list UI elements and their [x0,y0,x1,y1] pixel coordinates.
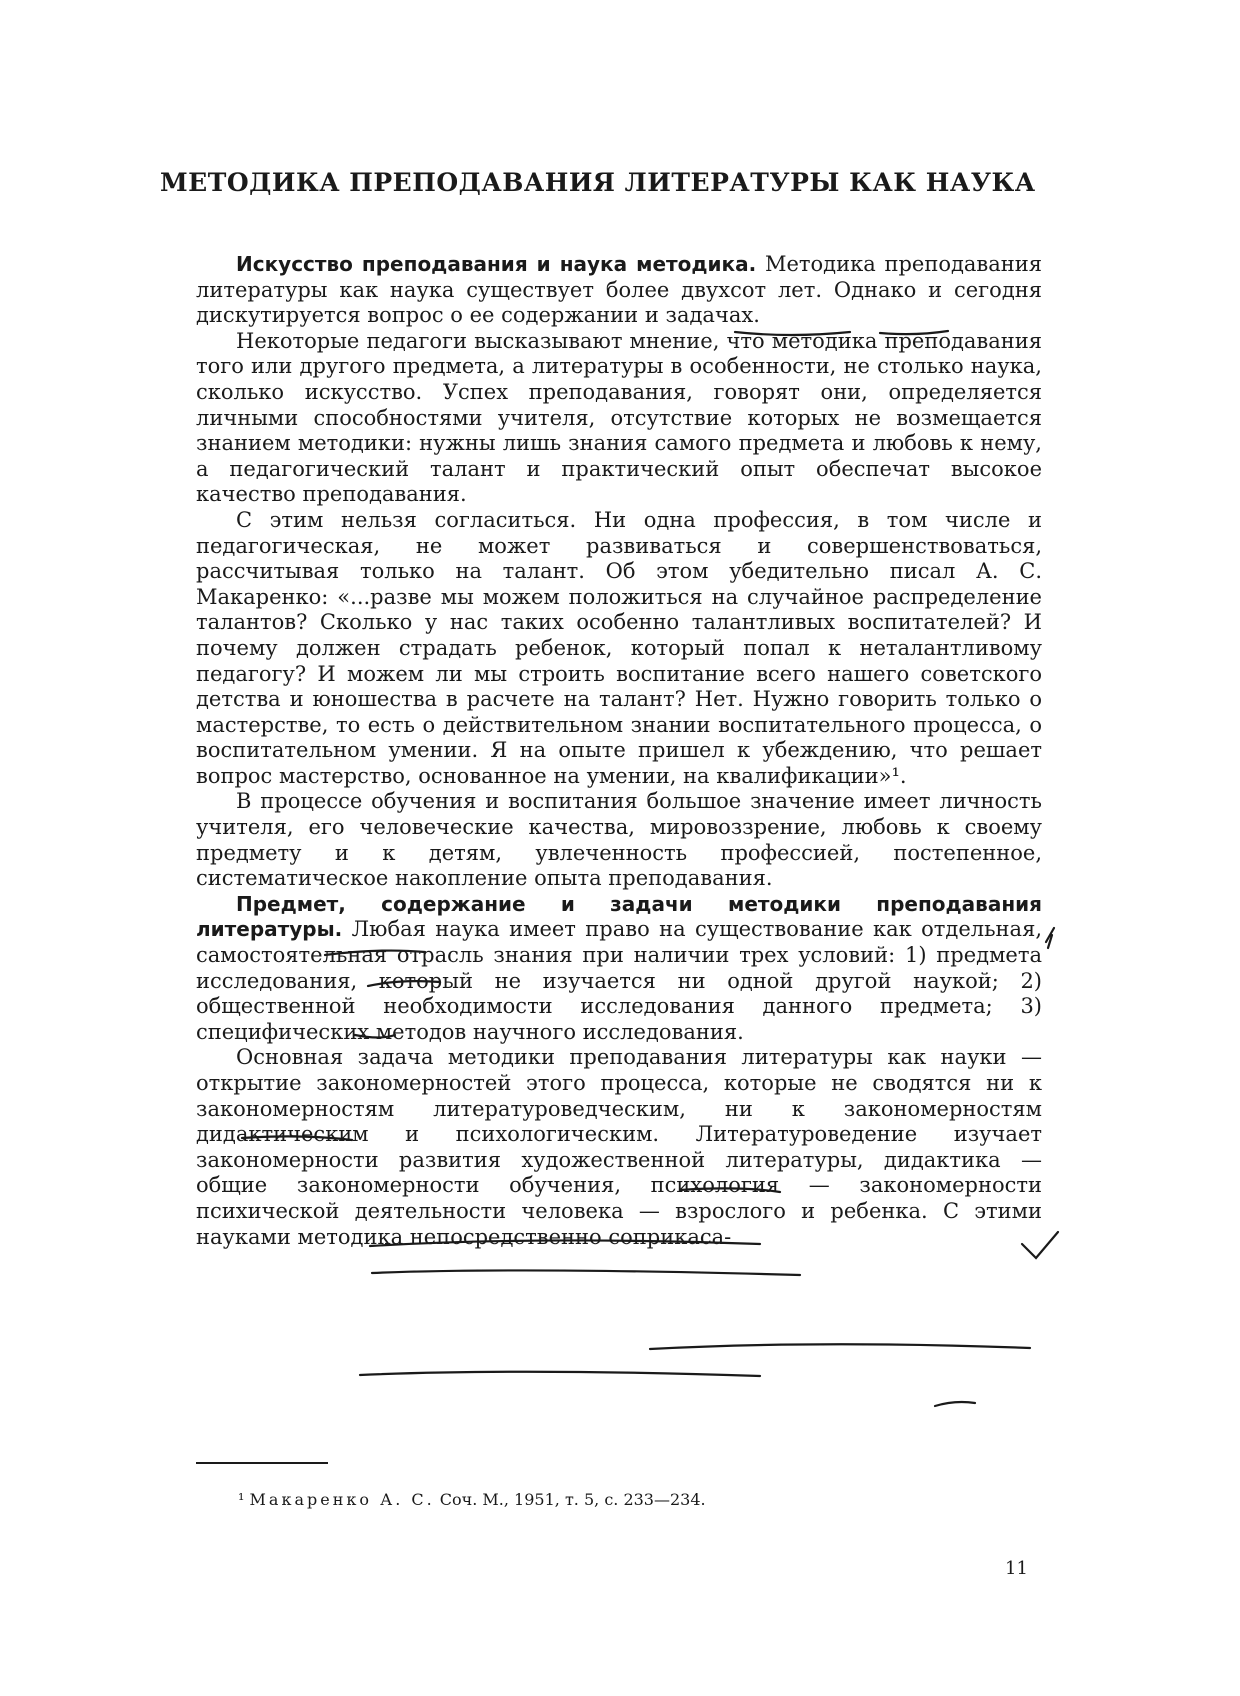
paragraph-text: Некоторые педагоги высказывают мнение, что методика преподавания того или другого предмета, а литературы в особенности, не столько наука, сколько искусство. Успех преподавания, говорят они, определяется личными способностями учителя, отсутствие которых не возмещается знанием методики: нужны лишь знания самого предмета и любовь к нему, а педагогический талант и практический опыт обеспечат высокое качество преподавания. [196,328,1042,507]
body-text [196,252,1042,1250]
paragraph-text: В процессе обучения и воспитания большое значение имеет личность учителя, его человеческие качества, мировоззрение, любовь к своему предмету и к детям, увлеченность профессией, постепенное, систематическое накопление опыта преподавания. [196,789,1042,891]
underline-mark [650,1344,1030,1349]
footnote-author: Макаренко А. С. [249,1490,435,1509]
paragraph-lead: Предмет, содержание и задачи методики преподавания литературы. [196,891,1042,942]
paragraph-text: С этим нельзя согласиться. Ни одна профессия, в том числе и педагогическая, не может развиваться и совершенствоваться, рассчитывая только на талант. Об этом убедительно писал А. С. Макаренко: «...разве мы можем положиться на случайное распределение талантов? Сколько у нас таких особенно талантливых воспитателей? И почему должен страдать ребенок, который попал к неталантливому педагогу? И можем ли мы строить воспитание всего нашего советского детства и юношества в расчете на талант? Нет. Нужно говорить только о мастерстве, то есть о действительном знании воспитательного процесса, о воспитательном умении. Я на опыте пришел к убеждению, что решает вопрос мастерство, основанное на умении, на квалификации»¹. [196,507,1042,788]
paragraph-text: Методика преподавания литературы как наука существует более двухсот лет. Однако и сегодня дискутируется вопрос о ее содержании и задачах. [196,252,1042,328]
paragraph [196,508,1042,790]
paragraph [196,329,1042,508]
paragraph [196,892,1042,1046]
paragraph [196,789,1042,891]
tick-mark [1046,928,1054,948]
paragraph-text: Любая наука имеет право на существование как отдельная, самостоятельная отрасль знания при наличии трех условий: 1) предмета исследования, который не изучается ни одной другой наукой; 2) общественной необходимости исследования данного предмета; 3) специфических методов научного исследования. [196,917,1042,1044]
paragraph-text: Основная задача методики преподавания литературы как науки — открытие закономерностей этого процесса, которые не сводятся ни к закономерностям литературоведческим, ни к закономерностям дидактическим и психологическим. Литературоведение изучает закономерности развития художественной литературы, дидактика — общие закономерности обучения, психология — закономерности психической деятельности человека — взрослого и ребенка. С этими науками методика непосредственно соприкаса- [196,1045,1042,1249]
paragraph [196,1045,1042,1250]
footnote [238,1490,706,1509]
strike-mark [935,1402,975,1406]
page-number: 11 [1005,1558,1028,1579]
paragraph-lead: Искусство преподавания и наука методика. [236,252,757,276]
underline-mark [372,1270,800,1275]
underline-mark [360,1372,760,1376]
chapter-title: МЕТОДИКА ПРЕПОДАВАНИЯ ЛИТЕРАТУРЫ КАК НАУКА [160,168,1036,197]
footnote-divider [196,1462,328,1464]
footnote-source: Соч. М., 1951, т. 5, с. 233—234. [439,1490,706,1509]
footnote-marker: ¹ [238,1490,245,1509]
paragraph [196,252,1042,329]
